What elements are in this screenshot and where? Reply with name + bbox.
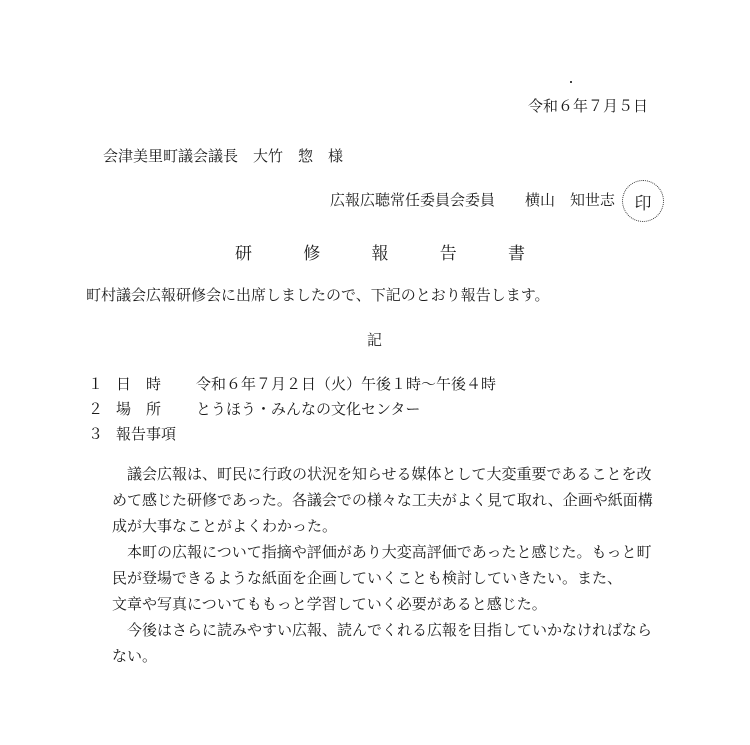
intro-text: 町村議会広報研修会に出席しましたので、下記のとおり報告します。: [86, 286, 550, 304]
body-line: 議会広報は、町民に行政の状況を知らせる媒体として大変重要であることを改: [127, 465, 652, 483]
sender-title: 広報広聴常任委員会委員: [330, 191, 496, 209]
body-line: ない。: [112, 647, 158, 665]
sender-name: 横山 知世志: [525, 191, 616, 209]
item-value: 令和６年７月２日（火）午後１時～午後４時: [196, 375, 497, 393]
item-report-matters: [88, 424, 176, 444]
item-date-time: [88, 374, 496, 394]
recipient: 会津美里町議会議長 大竹 惣 様: [103, 147, 344, 165]
item-place: [88, 399, 420, 419]
ki-heading: 記: [367, 331, 383, 349]
item-number: ３: [88, 425, 104, 443]
title-char: 修: [303, 244, 321, 264]
item-label: 報告事項: [116, 425, 177, 443]
item-number: １: [88, 375, 104, 393]
body-line: 文章や写真についてももっと学習していく必要があると感じた。: [112, 595, 547, 613]
title-char: 報: [371, 244, 389, 264]
report-date: 令和６年７月５日: [528, 97, 649, 115]
title-char: 告: [439, 244, 457, 264]
body-line: 今後はさらに読みやすい広報、読んでくれる広報を目指していかなければなら: [127, 621, 653, 639]
title-char: 研: [235, 244, 252, 264]
document-title: [235, 242, 525, 266]
seal-stamp: [622, 180, 664, 222]
item-number: ２: [88, 400, 104, 418]
report-body: [112, 461, 672, 669]
body-line: 成が大事なことがよくわかった。: [112, 517, 338, 535]
scan-speck: [570, 81, 572, 83]
sender-line: [330, 190, 615, 210]
body-line: 民が登場できるような紙面を企画していくことも検討していきたい。また、: [112, 569, 623, 587]
body-line: めて感じた研修であった。各議会での様々な工夫がよく見て取れ、企画や紙面構: [112, 491, 653, 509]
title-char: 書: [508, 244, 525, 264]
item-label: 日 時: [116, 375, 162, 393]
body-line: 本町の広報について指摘や評価があり大変高評価であったと感じた。もっと町: [127, 543, 652, 561]
item-value: とうほう・みんなの文化センター: [196, 400, 421, 418]
seal-mark: 印: [634, 193, 652, 214]
item-label: 場 所: [116, 400, 162, 418]
